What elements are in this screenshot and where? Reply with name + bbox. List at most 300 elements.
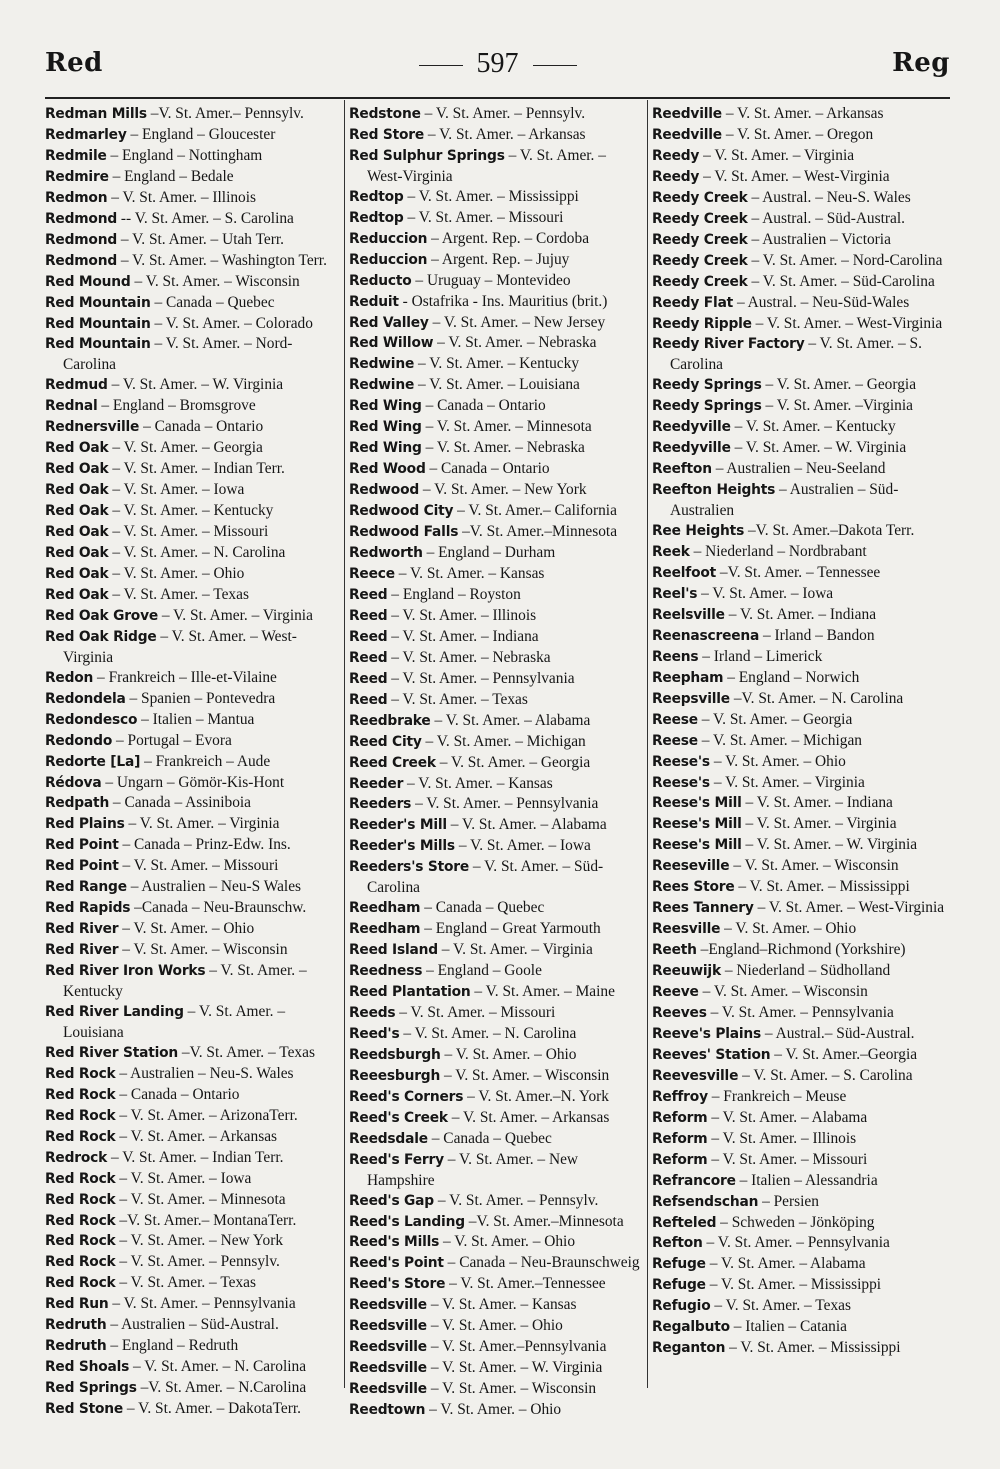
gazetteer-entry [349, 961, 645, 982]
entry-place-name: Reesville [652, 921, 721, 938]
gazetteer-entry [652, 1066, 948, 1087]
page-number: 597 [476, 48, 519, 79]
entry-location: – Italien – Mantua [141, 710, 255, 728]
gazetteer-entry [652, 647, 948, 668]
gazetteer-entry [45, 251, 340, 272]
entry-location: – Canada – Ontario [119, 1085, 240, 1103]
gazetteer-entry [652, 542, 948, 563]
gazetteer-entry [652, 1171, 948, 1192]
gazetteer-entry [45, 877, 340, 898]
entry-location: –V. St. Amer. – N. Carolina [733, 689, 904, 707]
entry-location: – Canada – Ontario [429, 460, 550, 478]
entry-place-name: Redwood [349, 482, 420, 499]
gazetteer-entry [45, 1336, 340, 1357]
entry-location: –Canada – Neu-Braunschw. [134, 899, 307, 917]
entry-place-name: Reeders's Store [349, 859, 469, 876]
entry-location: – V. St. Amer.– California [457, 502, 617, 520]
entry-place-name: Red Store [349, 126, 425, 143]
entry-location: – V. St. Amer. – Wisconsin [122, 941, 288, 959]
entry-location: – England – Durham [426, 544, 556, 562]
entry-place-name: Redondela [45, 690, 126, 707]
entry-location: – V. St. Amer. – W. Virginia [430, 1359, 603, 1377]
entry-place-name: Red Valley [349, 314, 429, 331]
entry-place-name: Red Springs [45, 1380, 137, 1397]
entry-place-name: Reedsburgh [349, 1046, 441, 1063]
entry-location: -- V. St. Amer. – S. Carolina [120, 209, 294, 227]
entry-place-name: Reed's Store [349, 1276, 446, 1293]
gazetteer-entry [349, 1129, 645, 1150]
gazetteer-entry [652, 334, 948, 375]
entry-place-name: Refuge [652, 1277, 706, 1294]
entry-place-name: Reedy Creek [652, 231, 748, 248]
entry-location: – V. St. Amer. – Texas [119, 1274, 256, 1292]
gazetteer-entry [652, 438, 948, 459]
gazetteer-entry [349, 250, 645, 271]
entry-location: – Persien [762, 1192, 819, 1210]
entry-location: – V. St. Amer. – Mississippi [729, 1339, 901, 1357]
entry-location: –V. St. Amer.–Minnesota [462, 523, 618, 541]
entry-location: – V. St. Amer. – Alabama [450, 816, 607, 834]
gazetteer-column-3 [652, 104, 948, 1386]
entry-location: – V. St. Amer. – Georgia [439, 753, 591, 771]
entry-place-name: Redwine [349, 356, 415, 373]
gazetteer-entry [45, 835, 340, 856]
page-number-dash-right [533, 65, 577, 66]
entry-location: – England – Bedale [112, 167, 234, 185]
gazetteer-entry [652, 1108, 948, 1129]
gazetteer-entry [45, 1378, 340, 1399]
gazetteer-entry [45, 480, 340, 501]
entry-location: – V. St. Amer. –Virginia [765, 397, 913, 415]
entry-place-name: Reefton [652, 461, 712, 478]
entry-location: – V. St. Amer. – Nord-Carolina [751, 251, 943, 269]
entry-place-name: Reedy Creek [652, 273, 748, 290]
gazetteer-entry [652, 1045, 948, 1066]
entry-place-name: Reed's [349, 1025, 400, 1042]
entry-location: – V. St. Amer. – Virginia [703, 146, 855, 164]
entry-place-name: Reeve's Plains [652, 1025, 762, 1042]
entry-place-name: Redmond [45, 231, 118, 248]
entry-location: – Frankreich – Aude [144, 752, 271, 770]
gazetteer-entry [652, 605, 948, 626]
gazetteer-entry [652, 814, 948, 835]
gazetteer-entry [45, 167, 340, 188]
entry-location: – V. St. Amer. – Kentucky [734, 418, 896, 436]
gazetteer-entry [45, 1315, 340, 1336]
entry-place-name: Reedy Springs [652, 398, 762, 415]
gazetteer-entry [349, 417, 645, 438]
entry-location: – V. St. Amer.–Pennsylvania [430, 1338, 607, 1356]
gazetteer-entry [652, 961, 948, 982]
entry-location: – England – Redruth [110, 1337, 239, 1355]
gazetteer-entry [652, 856, 948, 877]
gazetteer-entry [349, 1295, 645, 1316]
entry-place-name: Red Wood [349, 461, 426, 478]
entry-location: – V. St. Amer. – Virginia [128, 815, 280, 833]
entry-place-name: Red River Station [45, 1044, 179, 1061]
gazetteer-entry [45, 585, 340, 606]
entry-location: – V. St. Amer. – Arkansas [725, 105, 884, 122]
entry-location: – V. St. Amer. – Texas [714, 1297, 851, 1315]
entry-place-name: Reffroy [652, 1088, 708, 1105]
entry-location: – V. St. Amer. – DakotaTerr. [126, 1400, 301, 1418]
gazetteer-entry [349, 1191, 645, 1212]
entry-place-name: Red Plains [45, 816, 125, 833]
entry-location: – Canada – Quebec [424, 899, 545, 917]
entry-place-name: Red River [45, 942, 119, 959]
entry-place-name: Reed [349, 586, 388, 603]
entry-place-name: Reese's [652, 774, 710, 791]
entry-place-name: Reeseville [652, 858, 730, 875]
entry-location: – V. St. Amer. – Ohio [122, 920, 255, 938]
entry-location: – Argent. Rep. – Jujuy [431, 250, 570, 268]
entry-location: – Australien – Süd-Austral. [110, 1316, 279, 1334]
entry-place-name: Reedsville [349, 1297, 427, 1314]
gazetteer-entry [45, 1085, 340, 1106]
page-number-block [45, 48, 950, 80]
gazetteer-entry [45, 1190, 340, 1211]
entry-location: – V. St. Amer. – Iowa [701, 584, 834, 602]
gazetteer-entry [349, 606, 645, 627]
entry-location: – V. St. Amer. – W. Virginia [745, 836, 918, 854]
entry-location: – V. St. Amer. – Mississippi [709, 1276, 882, 1294]
entry-place-name: Reedsdale [349, 1130, 428, 1147]
gazetteer-entry [45, 1211, 340, 1232]
entry-location: – V. St. Amer. – Alabama [434, 711, 591, 729]
gazetteer-entry [349, 690, 645, 711]
entry-place-name: Red Run [45, 1296, 109, 1313]
entry-place-name: Reeuwijk [652, 963, 721, 980]
gazetteer-entry [45, 522, 340, 543]
gazetteer-entry [652, 188, 948, 209]
entry-location: –V. St. Amer.–Minnesota [468, 1212, 624, 1230]
gazetteer-entry [45, 668, 340, 689]
gazetteer-entry [349, 187, 645, 208]
gazetteer-entry [349, 104, 645, 125]
entry-location: – Frankreich – Ille-et-Vilaine [97, 668, 277, 686]
entry-location: – England – Bromsgrove [101, 397, 256, 415]
gazetteer-entry [45, 1294, 340, 1315]
entry-place-name: Reese's Mill [652, 837, 742, 854]
gazetteer-entry [45, 438, 340, 459]
entry-place-name: Refugio [652, 1298, 711, 1315]
entry-place-name: Reed [349, 649, 388, 666]
running-head-first-word: Red [45, 48, 103, 78]
gazetteer-entry [652, 1338, 948, 1359]
gazetteer-entry [45, 773, 340, 794]
entry-location: – V. St. Amer. – Michigan [425, 732, 586, 750]
entry-location: – V. St. Amer. – Indiana [728, 605, 877, 623]
entry-place-name: Reedham [349, 921, 421, 938]
entry-place-name: Reed's Ferry [349, 1151, 444, 1168]
entry-location: – V. St. Amer.–N. York [467, 1087, 609, 1105]
gazetteer-entry [349, 396, 645, 417]
entry-location: – Australien – Neu-S Wales [130, 878, 302, 896]
gazetteer-entry [349, 919, 645, 940]
gazetteer-entry [45, 501, 340, 522]
entry-location: – V. St. Amer. – Süd-Carolina [367, 858, 604, 897]
entry-location: – V. St. Amer. – West-Virginia [367, 146, 606, 185]
gazetteer-entry [45, 1148, 340, 1169]
entry-place-name: Reese [652, 732, 698, 749]
entry-place-name: Rees Store [652, 879, 735, 896]
entry-place-name: Reedyville [652, 419, 731, 436]
entry-place-name: Reedsville [349, 1318, 427, 1335]
entry-location: – Ungarn – Gömör-Kis-Hont [105, 773, 285, 791]
entry-place-name: Red Oak [45, 482, 109, 499]
gazetteer-entry [349, 354, 645, 375]
entry-location: – V. St. Amer. – W. Virginia [111, 376, 284, 394]
gazetteer-entry [349, 1045, 645, 1066]
gazetteer-entry [45, 898, 340, 919]
entry-location: - Ostafrika - Ins. Mauritius (brit.) [402, 292, 608, 310]
entry-location: – V. St. Amer. – Mississippi [738, 878, 910, 896]
entry-location: –V. St. Amer.–Dakota Terr. [747, 522, 915, 540]
entry-place-name: Redman Mills [45, 106, 147, 122]
entry-place-name: Red Rock [45, 1233, 116, 1250]
gazetteer-entry [45, 793, 340, 814]
gazetteer-entry [652, 251, 948, 272]
entry-place-name: Redmile [45, 147, 107, 164]
entry-place-name: Reedham [349, 900, 421, 917]
entry-place-name: Red Oak [45, 503, 109, 520]
gazetteer-entry [349, 627, 645, 648]
entry-location: –V. St. Amer. – N.Carolina [140, 1379, 307, 1397]
entry-location: – Irland – Limerick [702, 647, 823, 665]
gazetteer-entry [652, 167, 948, 188]
entry-place-name: Ree Heights [652, 523, 745, 540]
gazetteer-entry [652, 668, 948, 689]
entry-location: – V. St. Amer. – Pennsylv. [424, 105, 586, 122]
gazetteer-entry [349, 271, 645, 292]
entry-place-name: Rednersville [45, 419, 140, 436]
gazetteer-entry [45, 1399, 340, 1420]
entry-place-name: Reduit [349, 293, 399, 310]
entry-place-name: Reed [349, 628, 388, 645]
entry-place-name: Reeder [349, 775, 404, 792]
gazetteer-entry [652, 293, 948, 314]
entry-place-name: Reedy Creek [652, 189, 748, 206]
gazetteer-entry [652, 626, 948, 647]
entry-place-name: Reedy Flat [652, 294, 734, 311]
gazetteer-entry [349, 459, 645, 480]
entry-place-name: Redpath [45, 795, 110, 812]
gazetteer-entry [652, 104, 948, 125]
entry-location: – V. St. Amer. – Washington Terr. [120, 251, 327, 269]
entry-place-name: Redwood Falls [349, 524, 459, 541]
gazetteer-entry [45, 396, 340, 417]
gazetteer-entry [45, 731, 340, 752]
entry-place-name: Reed Creek [349, 754, 436, 771]
entry-place-name: Reens [652, 648, 699, 665]
entry-location: – V. St. Amer. – Wisconsin [134, 272, 300, 290]
entry-place-name: Reganton [652, 1340, 726, 1357]
gazetteer-entry [652, 689, 948, 710]
entry-location: – V. St. Amer. – S. Carolina [742, 1066, 913, 1084]
entry-location: – V. St. Amer. – Missouri [399, 1003, 556, 1021]
gazetteer-entry [45, 1106, 340, 1127]
entry-place-name: Red River Iron Works [45, 963, 206, 980]
entry-location: – V. St. Amer. – Kentucky [112, 502, 274, 520]
entry-location: – V. St. Amer. – Oregon [725, 125, 874, 143]
gazetteer-entry [652, 459, 948, 480]
entry-place-name: Reedtown [349, 1402, 426, 1419]
entry-place-name: Redmond [45, 210, 118, 227]
column-divider-1 [344, 100, 345, 1388]
gazetteer-entry [349, 1379, 645, 1400]
entry-location: – V. St. Amer. – Ohio [112, 564, 245, 582]
entry-place-name: Reeders [349, 796, 412, 813]
entry-location: – V. St. Amer. – Kentucky [63, 962, 307, 1001]
gazetteer-entry [652, 314, 948, 335]
gazetteer-entry [652, 1275, 948, 1296]
entry-place-name: Red Wing [349, 398, 422, 415]
gazetteer-column-2 [349, 104, 645, 1419]
gazetteer-entry [349, 1003, 645, 1024]
entry-location: – V. St. Amer. – Wisconsin [733, 857, 899, 875]
entry-location: – V. St. Amer. – Missouri [112, 523, 269, 541]
gazetteer-entry [652, 1150, 948, 1171]
entry-place-name: Reform [652, 1109, 708, 1126]
gazetteer-entry [45, 104, 340, 125]
gazetteer-entry [652, 480, 948, 521]
entry-place-name: Red Rock [45, 1086, 116, 1103]
entry-place-name: Redmond [45, 252, 118, 269]
entry-place-name: Reedsville [349, 1360, 427, 1377]
entry-place-name: Reed [349, 691, 388, 708]
entry-place-name: Redondesco [45, 711, 138, 728]
page-header [45, 46, 950, 96]
entry-place-name: Reedy River Factory [652, 336, 805, 353]
gazetteer-entry [45, 919, 340, 940]
gazetteer-entry [652, 1192, 948, 1213]
entry-location: –V. St. Amer. – Texas [181, 1043, 315, 1061]
entry-location: – V. St. Amer. – Alabama [709, 1255, 866, 1273]
entry-place-name: Reedville [652, 106, 722, 122]
entry-place-name: Reeve [652, 984, 699, 1001]
gazetteer-entry [45, 417, 340, 438]
gazetteer-entry [349, 669, 645, 690]
entry-location: – Niederland – Nordbrabant [693, 543, 867, 561]
entry-location: – V. St. Amer. – New York [422, 481, 587, 499]
gazetteer-entry [45, 272, 340, 293]
gazetteer-entry [349, 585, 645, 606]
entry-location: – V. St. Amer. – Colorado [154, 314, 313, 332]
entry-location: – England – Gloucester [130, 125, 276, 143]
entry-location: – V. St. Amer. – Iowa [458, 837, 591, 855]
entry-place-name: Red Rapids [45, 900, 131, 917]
entry-place-name: Reedsville [349, 1339, 427, 1356]
entry-place-name: Reenascreena [652, 627, 760, 644]
gazetteer-entry [349, 292, 645, 313]
entry-location: – England – Great Yarmouth [424, 920, 601, 938]
entry-place-name: Reform [652, 1151, 708, 1168]
entry-location: – V. St. Amer. – Süd-Carolina [751, 272, 935, 290]
entry-location: – Italien – Catania [733, 1318, 847, 1336]
entry-place-name: Reeder's Mill [349, 817, 447, 834]
entry-place-name: Reeves' Station [652, 1046, 771, 1063]
entry-place-name: Reeds [349, 1004, 396, 1021]
gazetteer-entry [652, 230, 948, 251]
entry-location: – V. St. Amer. – Kansas [398, 564, 545, 582]
entry-location: – V. St. Amer. – Texas [391, 690, 528, 708]
entry-place-name: Red Rock [45, 1170, 116, 1187]
entry-location: – V. St. Amer. – Louisiana [417, 376, 580, 394]
entry-location: – Australien – Victoria [751, 230, 891, 248]
entry-place-name: Redmon [45, 189, 108, 206]
gazetteer-entry [349, 125, 645, 146]
gazetteer-entry [349, 940, 645, 961]
gazetteer-entry [652, 396, 948, 417]
gazetteer-entry [652, 793, 948, 814]
entry-place-name: Refteled [652, 1214, 717, 1231]
entry-place-name: Red River [45, 921, 119, 938]
entry-location: – V. St. Amer. – W. Virginia [734, 439, 907, 457]
entry-location: – V. St. Amer.–Tennessee [449, 1275, 606, 1293]
entry-location: – V. St. Amer. – Nord-Carolina [63, 335, 293, 374]
entry-place-name: Reese's Mill [652, 795, 742, 812]
entry-place-name: Redondo [45, 732, 113, 749]
entry-place-name: Reevesville [652, 1067, 739, 1084]
entry-location: – Niederland – Südholland [724, 962, 891, 980]
gazetteer-entry [45, 293, 340, 314]
gazetteer-entry [652, 209, 948, 230]
entry-place-name: Reedy [652, 168, 700, 185]
entry-place-name: Reedy Ripple [652, 315, 752, 332]
gazetteer-entry [349, 815, 645, 836]
entry-location: – Austral.– Süd-Austral. [764, 1024, 915, 1042]
gazetteer-entry [45, 1169, 340, 1190]
entry-place-name: Reeesburgh [349, 1067, 441, 1084]
gazetteer-entry [349, 1150, 645, 1191]
entry-location: – V. St. Amer. – West-Virginia [703, 167, 890, 185]
entry-location: – V. St. Amer. – Maine [474, 983, 615, 1001]
entry-location: – V. St. Amer. – Kansas [407, 774, 553, 792]
entry-location: – V. St. Amer. – Arkansas [427, 125, 586, 143]
entry-location: – V. St. Amer. – N. Carolina [133, 1358, 307, 1376]
entry-location: – V. St. Amer. – Illinois [711, 1129, 857, 1147]
entry-place-name: Reed's Landing [349, 1213, 465, 1230]
entry-location: – V. St. Amer. – Iowa [119, 1169, 252, 1187]
entry-place-name: Reese's [652, 753, 710, 770]
entry-place-name: Red Mountain [45, 336, 151, 353]
entry-location: – Frankreich – Meuse [711, 1087, 847, 1105]
entry-location: – V. St. Amer. – Wisconsin [443, 1066, 610, 1084]
entry-place-name: Red Point [45, 837, 119, 854]
gazetteer-entry [652, 1317, 948, 1338]
gazetteer-entry [652, 1233, 948, 1254]
gazetteer-entry [349, 375, 645, 396]
entry-place-name: Reed [349, 607, 388, 624]
entry-place-name: Reese [652, 711, 698, 728]
entry-location: –V. St. Amer.– MontanaTerr. [119, 1211, 297, 1229]
entry-place-name: Redtop [349, 188, 404, 205]
entry-location: – V. St. Amer. – Mississippi [407, 187, 579, 205]
entry-place-name: Red Rock [45, 1212, 116, 1229]
entry-place-name: Redmud [45, 377, 108, 394]
entry-location: – V. St. Amer. – Ohio [443, 1233, 576, 1251]
entry-place-name: Red Rock [45, 1065, 116, 1082]
entry-place-name: Reepham [652, 669, 724, 686]
entry-place-name: Red Oak [45, 586, 109, 603]
gazetteer-entry [45, 230, 340, 251]
entry-location: – V. St. Amer. – New York [119, 1232, 284, 1250]
entry-place-name: Red Oak Ridge [45, 628, 157, 645]
entry-place-name: Redorte [La] [45, 753, 141, 770]
entry-place-name: Reed City [349, 733, 422, 750]
entry-location: – Australien – Neu-Seeland [715, 460, 886, 478]
entry-location: – V. St. Amer. – Missouri [122, 857, 279, 875]
